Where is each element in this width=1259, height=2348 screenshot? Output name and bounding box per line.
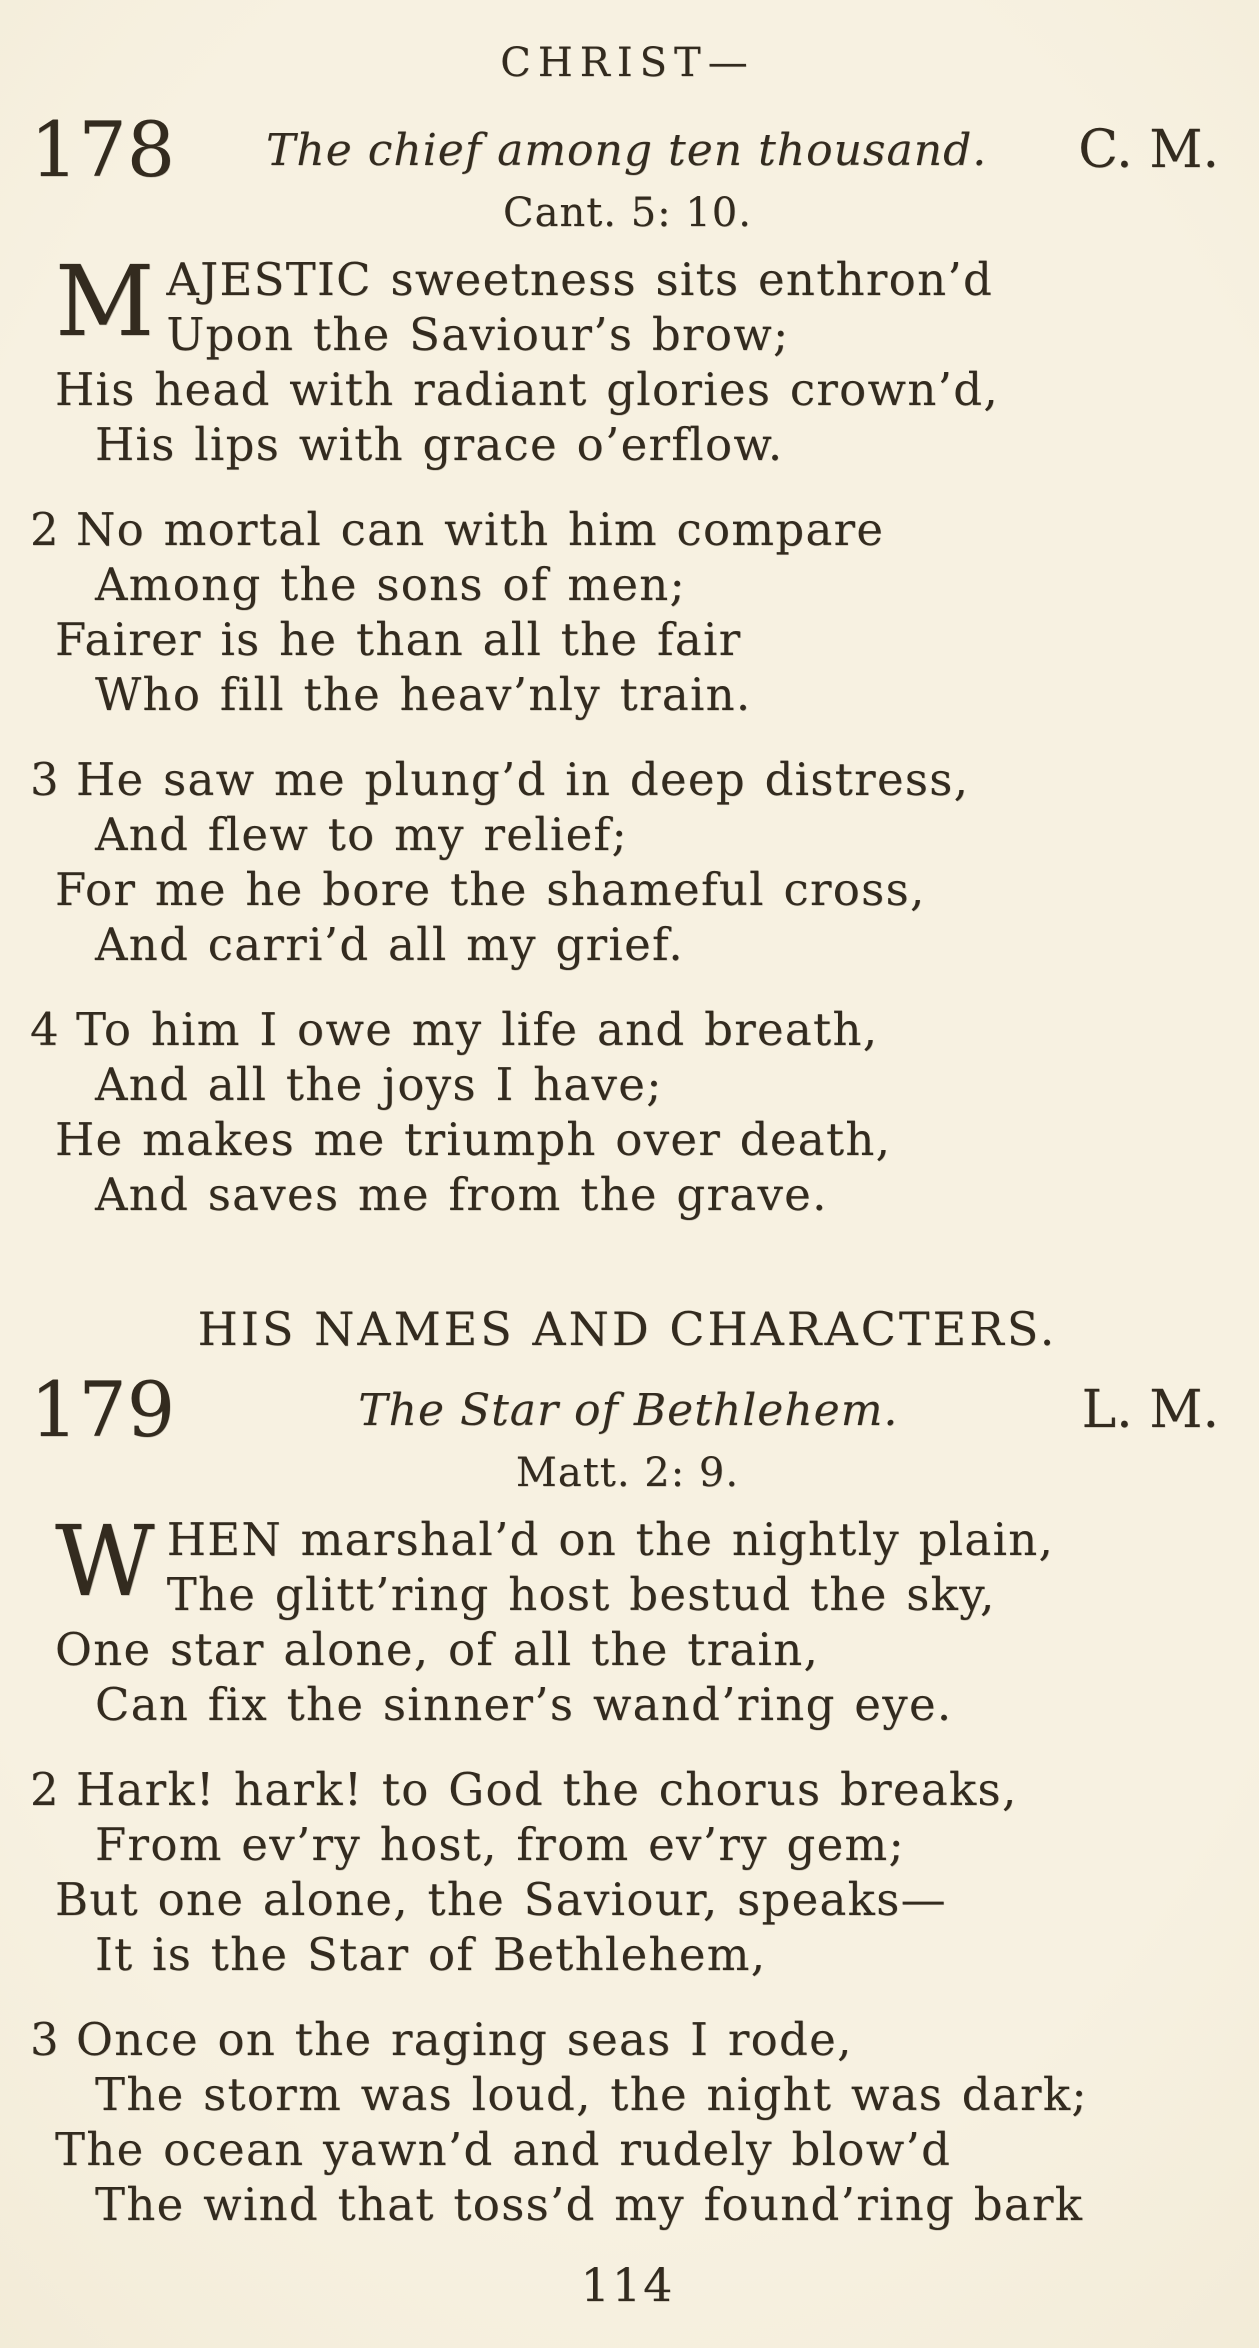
running-header: CHRIST— <box>500 40 755 86</box>
verse-line: And flew to my relief; <box>95 808 628 861</box>
dropcap-letter: W <box>55 1505 155 1618</box>
verse-line: One star alone, of all the train, <box>55 1623 820 1676</box>
verse-line: His head with radiant glories crown’d, <box>55 363 999 416</box>
verse-number: 3 <box>30 2013 59 2066</box>
verse-line <box>30 1002 1225 1057</box>
verse-line-text: No mortal can with him compare <box>76 503 885 556</box>
verse-line: Upon the Saviour’s brow; <box>166 308 790 361</box>
verse-line-text: To him I owe my life and breath, <box>76 1003 879 1056</box>
verse-line: HEN marshal’d on the nightly plain, <box>166 1513 1055 1566</box>
page-number: 114 <box>580 2258 675 2312</box>
verse-line: He makes me triumph over death, <box>55 1113 892 1166</box>
hymn-head <box>30 105 1225 194</box>
verse-line: And saves me from the grave. <box>95 1168 828 1221</box>
verse-line: The storm was loud, the night was dark; <box>95 2068 1088 2121</box>
verse-number: 2 <box>30 503 59 556</box>
hymn-178 <box>30 105 1225 1222</box>
verse-line: From ev’ry host, from ev’ry gem; <box>95 1818 905 1871</box>
verse-line-text: He saw me plung’d in deep distress, <box>76 753 970 806</box>
verse-line: But one alone, the Saviour, speaks— <box>55 1873 947 1926</box>
hymn-179 <box>30 1365 1225 2232</box>
verse-number: 2 <box>30 1763 59 1816</box>
verse <box>30 2012 1225 2232</box>
dropcap-letter: M <box>55 245 155 358</box>
verse <box>30 502 1225 722</box>
verse-line <box>30 752 1225 807</box>
verse-line-text: Once on the raging seas I rode, <box>76 2013 853 2066</box>
verse-line: His lips with grace o’erflow. <box>95 418 784 471</box>
verse-number: 3 <box>30 753 59 806</box>
hymn-title: The chief among ten thousand. <box>266 124 988 176</box>
hymn-meter: L. M. <box>1081 1380 1219 1440</box>
verse-line <box>30 502 1225 557</box>
verse-line: Who fill the heav’nly train. <box>95 668 752 721</box>
verse-line <box>30 2012 1225 2067</box>
scripture-reference: Cant. 5: 10. <box>503 190 752 236</box>
verse-line: For me he bore the shameful cross, <box>55 863 926 916</box>
verse-line: Can fix the sinner’s wand’ring eye. <box>95 1678 953 1731</box>
verse-line: It is the Star of Bethlehem, <box>95 1928 767 1981</box>
verse <box>30 1505 1225 1732</box>
scripture-reference: Matt. 2: 9. <box>515 1450 740 1496</box>
verse <box>30 1002 1225 1222</box>
verse-line: The glitt’ring host bestud the sky, <box>166 1568 996 1621</box>
hymn-head <box>30 1365 1225 1454</box>
verse <box>30 245 1225 472</box>
verse-line-text: Hark! hark! to God the chorus breaks, <box>76 1763 1018 1816</box>
verse-line: AJESTIC sweetness sits enthron’d <box>166 253 994 306</box>
verse <box>30 1762 1225 1982</box>
verse-number: 4 <box>30 1003 59 1056</box>
hymn-title: The Star of Bethlehem. <box>358 1384 899 1436</box>
verse-line: And carri’d all my grief. <box>95 918 684 971</box>
verse-line: Fairer is he than all the fair <box>55 613 742 666</box>
verse-line: And all the joys I have; <box>95 1058 663 1111</box>
verse-line: Among the sons of men; <box>95 558 687 611</box>
section-heading: HIS NAMES AND CHARACTERS. <box>197 1302 1058 1356</box>
hymn-meter: C. M. <box>1078 120 1219 180</box>
hymn-number: 179 <box>30 1365 176 1454</box>
hymn-number: 178 <box>30 105 176 194</box>
verse-line <box>30 1762 1225 1817</box>
verse-line: The wind that toss’d my found’ring bark <box>95 2178 1084 2231</box>
verse <box>30 752 1225 972</box>
verse-line: The ocean yawn’d and rudely blow’d <box>55 2123 952 2176</box>
